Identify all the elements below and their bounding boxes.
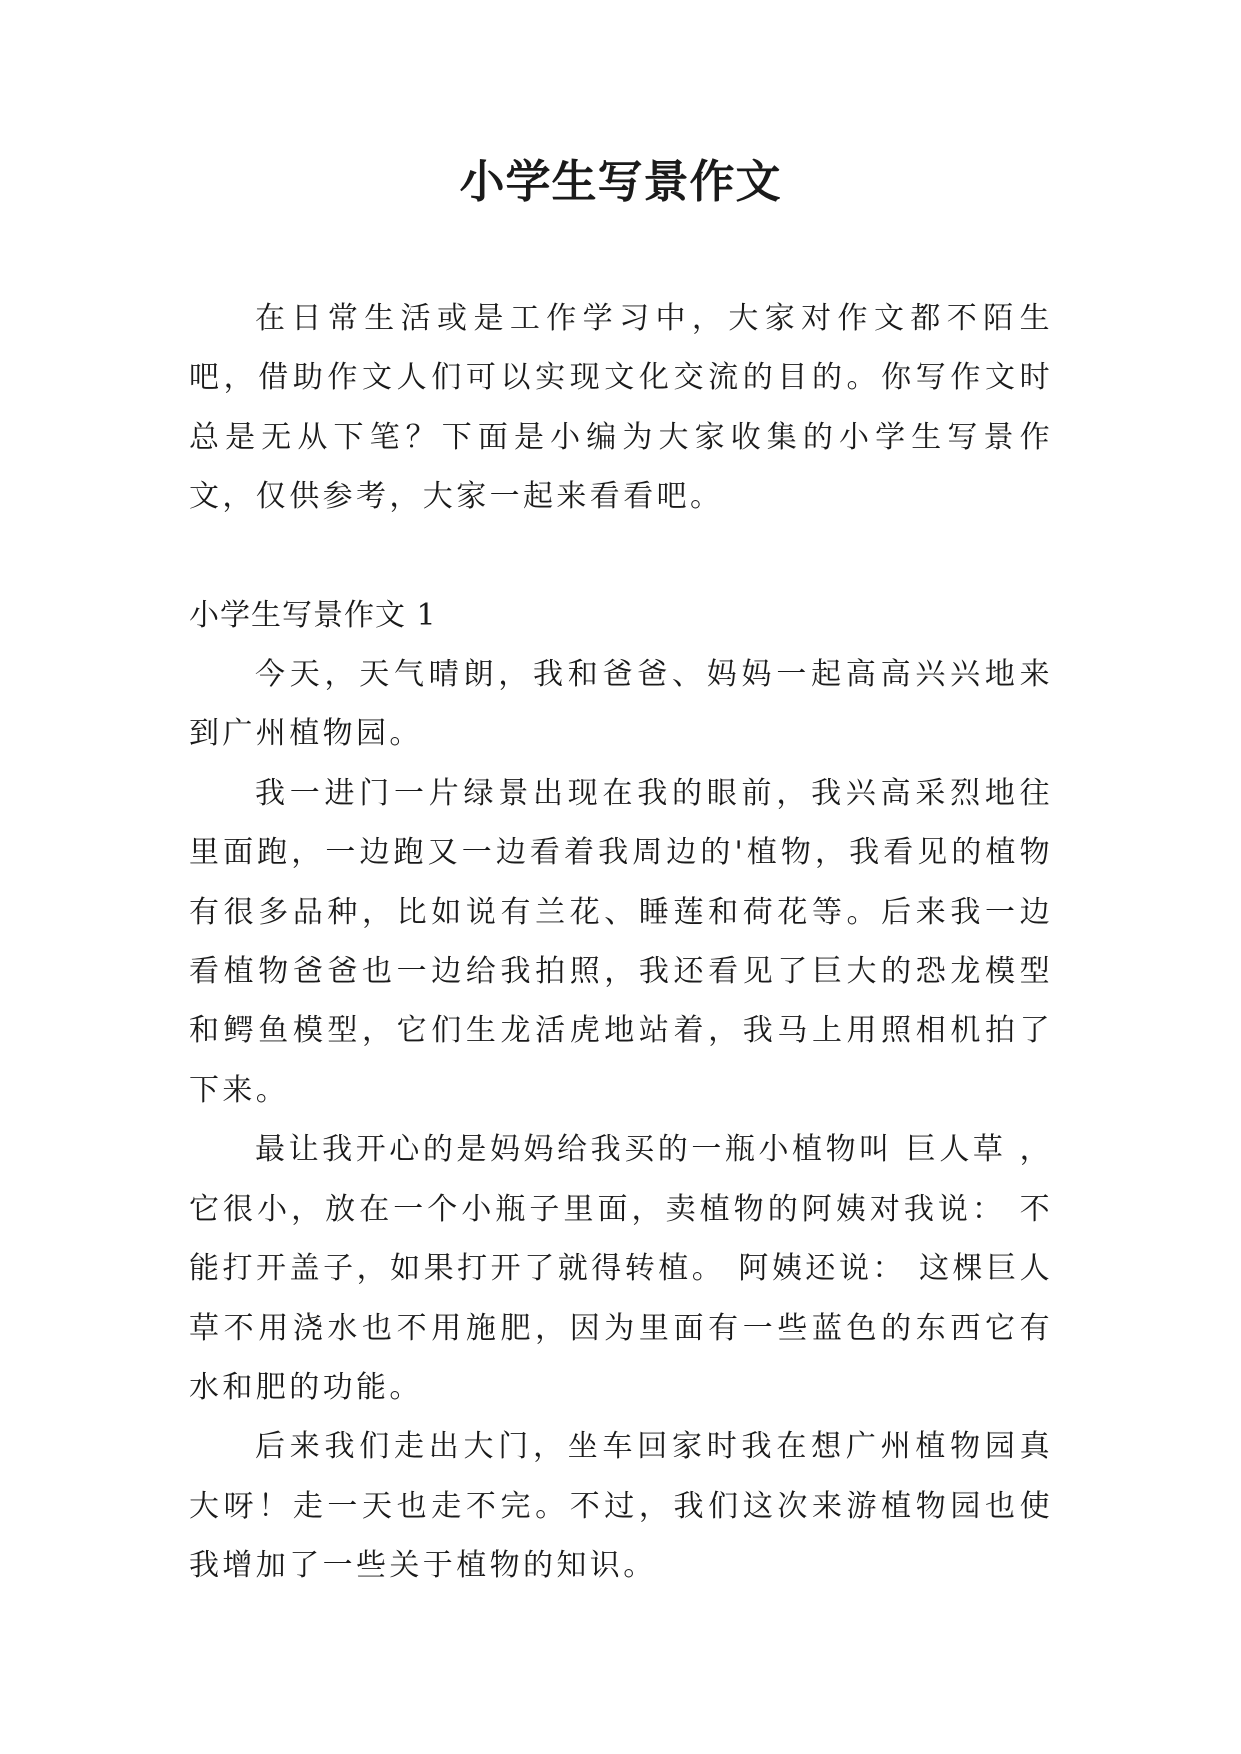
document-body bbox=[189, 289, 1053, 1596]
body-paragraph-3: 最让我开心的是妈妈给我买的一瓶小植物叫 巨人草 ，它很小，放在一个小瓶子里面，卖植物的阿姨对我说： 不能打开盖子，如果打开了就得转植。 阿姨还说： 这棵巨人草不用浇水也不用施肥，因为里面有一些蓝色的东西它有水和肥的功能。 bbox=[189, 1132, 1053, 1405]
body-paragraph-4: 后来我们走出大门，坐车回家时我在想广州植物园真大呀！走一天也走不完。不过，我们这次来游植物园也使我增加了一些关于植物的知识。 bbox=[189, 1429, 1053, 1584]
body-paragraph-1: 今天，天气晴朗，我和爸爸、妈妈一起高高兴兴地来到广州植物园。 bbox=[189, 657, 1053, 752]
section-heading: 小学生写景作文 1 bbox=[189, 597, 437, 633]
body-paragraph-2: 我一进门一片绿景出现在我的眼前，我兴高采烈地往里面跑，一边跑又一边看着我周边的'植物，我看见的植物有很多品种，比如说有兰花、睡莲和荷花等。后来我一边看植物爸爸也一边给我拍照，我还看见了巨大的恐龙模型和鳄鱼模型，它们生龙活虎地站着，我马上用照相机拍了下来。 bbox=[189, 775, 1053, 1108]
intro-paragraph: 在日常生活或是工作学习中，大家对作文都不陌生吧，借助作文人们可以实现文化交流的目的。你写作文时总是无从下笔？下面是小编为大家收集的小学生写景作文，仅供参考，大家一起来看看吧。 bbox=[189, 301, 1053, 515]
document-title: 小学生写景作文 bbox=[459, 155, 782, 208]
